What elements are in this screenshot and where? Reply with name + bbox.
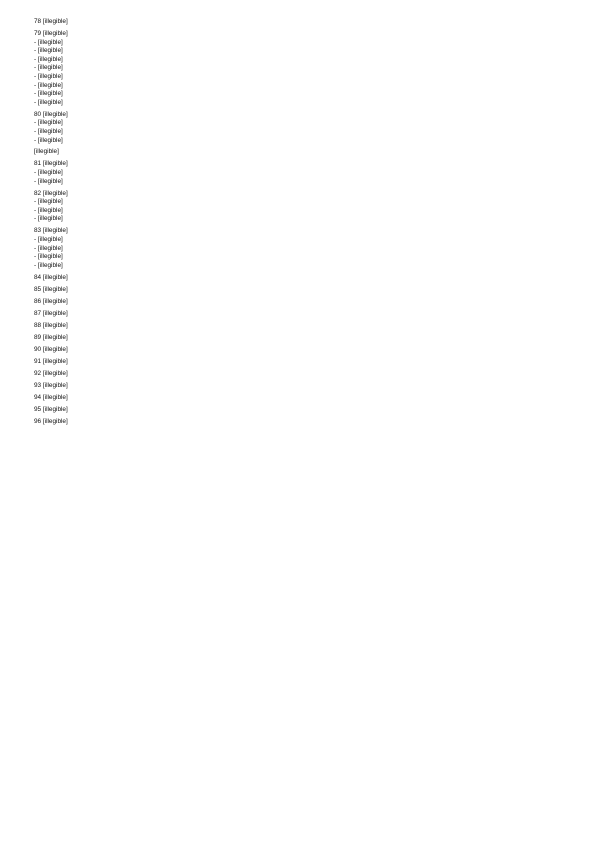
list-item [34,418,555,427]
sub-item: - [illegible] [34,127,63,135]
list-item [34,190,555,224]
item-title: 88 [illegible] [34,321,68,329]
sub-item: - [illegible] [34,55,63,63]
sub-item: - [illegible] [34,64,63,72]
list-item [34,274,555,283]
sub-item: - [illegible] [34,47,63,55]
list-item [34,322,555,331]
item-title: 92 [illegible] [34,369,68,377]
sub-item: - [illegible] [34,206,63,214]
sub-item: - [illegible] [34,72,63,80]
item-title: 86 [illegible] [34,297,68,305]
list-item [34,30,555,107]
list-item [34,334,555,343]
sub-item: - [illegible] [34,244,63,252]
list-item [34,358,555,367]
sub-item: - [illegible] [34,38,63,46]
sub-item: - [illegible] [34,90,63,98]
list-item [34,310,555,319]
list-item [34,160,555,186]
sub-item: - [illegible] [34,177,63,185]
list-item [34,286,555,295]
list-item [34,382,555,391]
item-title: 79 [illegible] [34,29,68,37]
item-title: 80 [illegible] [34,110,68,118]
list-item [34,370,555,379]
list-item [34,346,555,355]
sub-item: - [illegible] [34,215,63,223]
numbered-list [34,18,555,145]
sub-item: - [illegible] [34,198,63,206]
item-title: 93 [illegible] [34,381,68,389]
item-title: 91 [illegible] [34,357,68,365]
list-item [34,227,555,270]
item-title: 82 [illegible] [34,189,68,197]
item-title: 85 [illegible] [34,285,68,293]
item-title: 95 [illegible] [34,405,68,413]
sub-item: - [illegible] [34,119,63,127]
list-item [34,111,555,145]
sub-item: - [illegible] [34,236,63,243]
sub-item: - [illegible] [34,169,63,177]
item-title: 90 [illegible] [34,345,68,353]
item-title: 96 [illegible] [34,417,68,425]
sub-item: - [illegible] [34,136,63,144]
list-item [34,406,555,415]
numbered-list [34,160,555,426]
item-title: 84 [illegible] [34,273,68,281]
item-title: 94 [illegible] [34,393,68,401]
sub-item: - [illegible] [34,253,63,261]
list-item [34,394,555,403]
sub-item: - [illegible] [34,81,63,89]
item-title: 89 [illegible] [34,333,68,341]
item-title: 81 [illegible] [34,160,68,168]
sub-item: - [illegible] [34,261,63,269]
item-title: 83 [illegible] [34,227,68,235]
question-line: [illegible] [34,148,59,156]
list-item [34,298,555,307]
item-title: 78 [illegible] [34,18,68,25]
sub-item: - [illegible] [34,98,63,106]
item-title: 87 [illegible] [34,309,68,317]
list-item [34,18,555,27]
